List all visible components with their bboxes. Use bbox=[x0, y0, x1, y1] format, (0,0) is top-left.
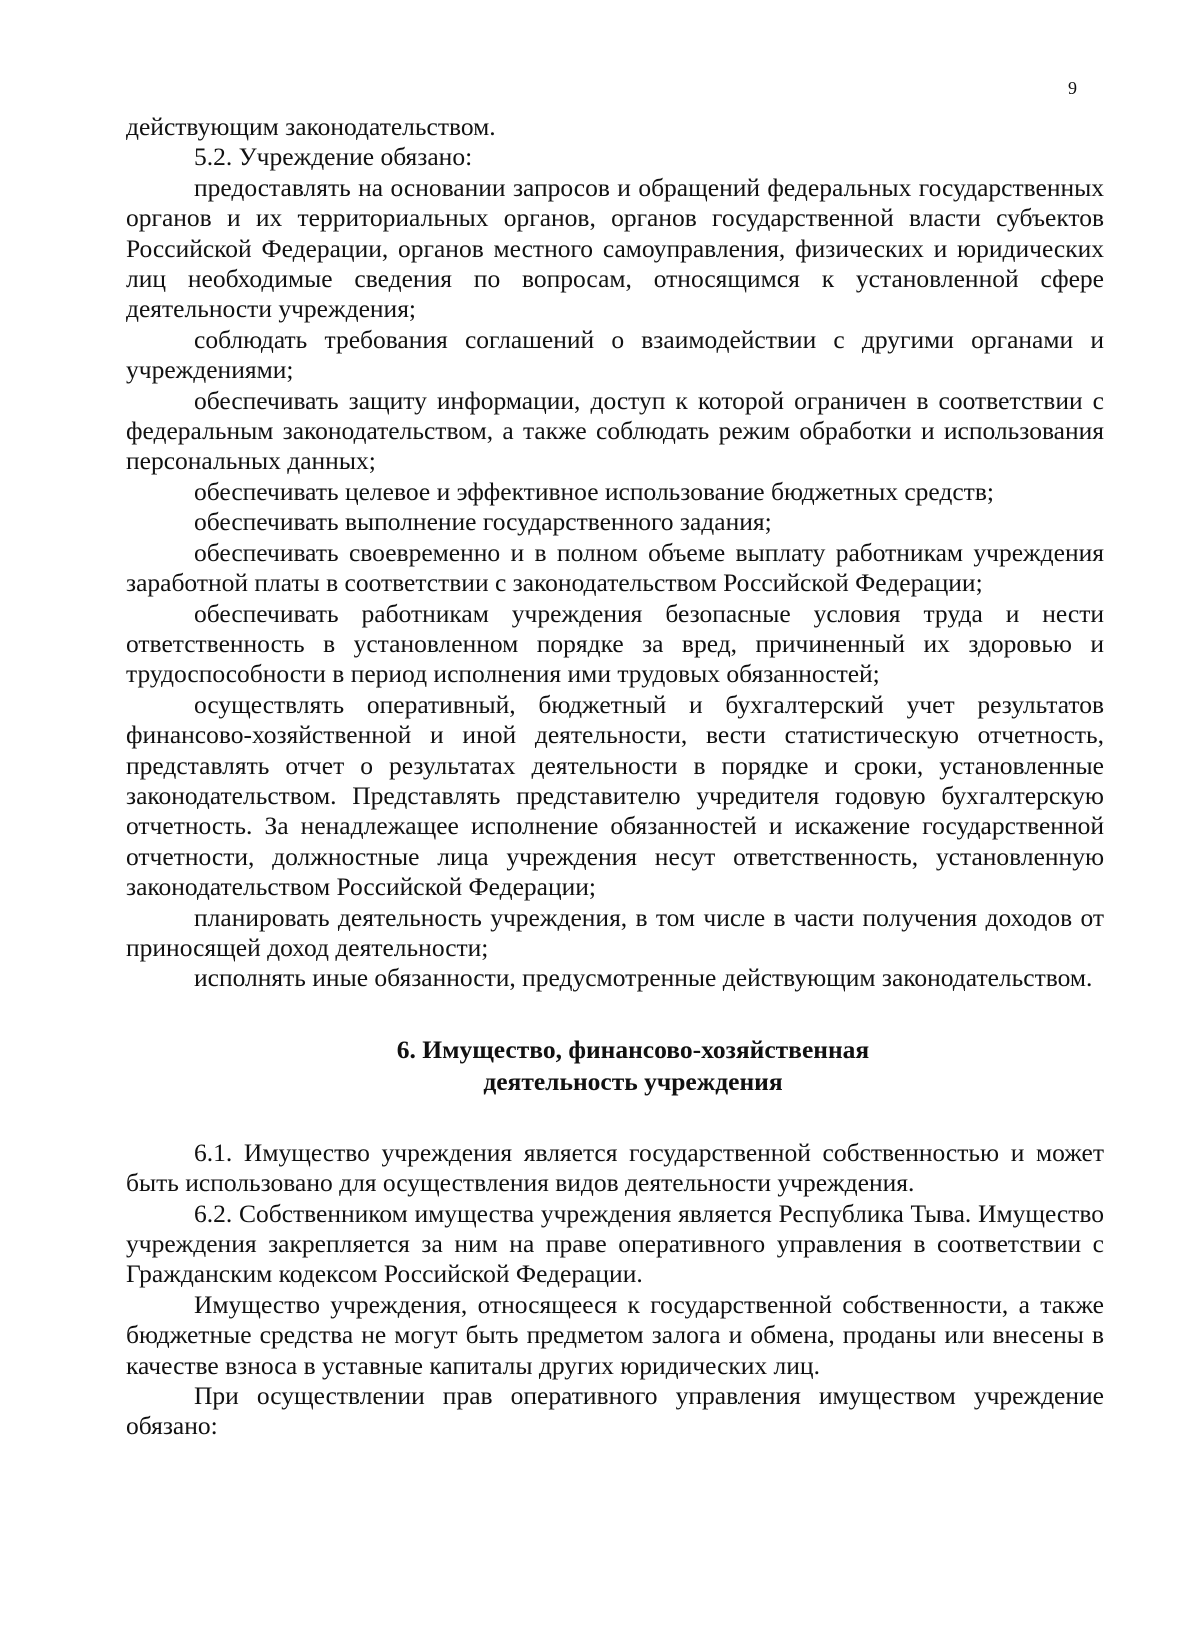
clause-6-1: 6.1. Имущество учреждения является государственной собственностью и может быть использовано для осуществления видов деятельности учреждения. bbox=[126, 1137, 1104, 1198]
section-6-heading-line-2: деятельность учреждения bbox=[483, 1066, 783, 1096]
duty-item: обеспечивать работникам учреждения безопасные условия труда и нести ответственность в установленном порядке за вред, причиненный их здоровью и трудоспособности в период исполнения ими трудовых обязанностей; bbox=[126, 598, 1104, 689]
clause-6-2: 6.2. Собственником имущества учреждения является Республика Тыва. Имущество учреждения закрепляется за ним на праве оперативного управления в соответствии с Гражданским кодексом Российской Федерации. bbox=[126, 1198, 1104, 1289]
page-number: 9 bbox=[1068, 78, 1077, 98]
paragraph-intro-tail: действующим законодательством. bbox=[126, 112, 496, 141]
duty-item: предоставлять на основании запросов и обращений федеральных государственных органов и их территориальных органов, органов государственной власти субъектов Российской Федерации, органов местного самоуправления, физических и юридических лиц необходимые сведения по вопросам, относящимся к установленной сфере деятельности учреждения; bbox=[126, 172, 1104, 324]
duty-item: обеспечивать целевое и эффективное использование бюджетных средств; bbox=[194, 476, 994, 506]
paragraph-operational-management: При осуществлении прав оперативного управления имуществом учреждение обязано: bbox=[126, 1381, 1104, 1441]
duty-item: обеспечивать защиту информации, доступ к которой ограничен в соответствии с федеральным законодательством, а также соблюдать режим обработки и использования персональных данных; bbox=[126, 385, 1104, 476]
section-6-heading-line-1: 6. Имущество, финансово-хозяйственная bbox=[396, 1034, 870, 1064]
paragraph-property-restrictions: Имущество учреждения, относящееся к государственной собственности, а также бюджетные средства не могут быть предметом залога и обмена, проданы или внесены в качестве взноса в уставные капиталы других юридических лиц. bbox=[126, 1289, 1104, 1380]
duty-item: соблюдать требования соглашений о взаимодействии с другими органами и учреждениями; bbox=[126, 324, 1104, 385]
duty-item: исполнять иные обязанности, предусмотренные действующим законодательством. bbox=[194, 963, 1093, 993]
duty-item: осуществлять оперативный, бюджетный и бухгалтерский учет результатов финансово-хозяйственной и иной деятельности, вести статистическую отчетность, представлять отчет о результатах деятельности в порядке и сроки, установленные законодательством. Представлять представителю учредителя годовую бухгалтерскую отчетность. За ненадлежащее исполнение обязанностей и искажение государственной отчетности, должностные лица учреждения несут ответственность, установленную законодательством Российской Федерации; bbox=[126, 689, 1104, 902]
duty-item: обеспечивать своевременно и в полном объеме выплату работникам учреждения заработной платы в соответствии с законодательством Российской Федерации; bbox=[126, 537, 1104, 598]
section-6-heading bbox=[126, 1034, 1104, 1098]
clause-5-2: 5.2. Учреждение обязано: bbox=[194, 142, 473, 172]
duty-item: планировать деятельность учреждения, в том числе в части получения доходов от приносящей доход деятельности; bbox=[126, 902, 1104, 962]
document-body bbox=[126, 112, 1104, 1442]
duty-item: обеспечивать выполнение государственного задания; bbox=[194, 507, 772, 537]
